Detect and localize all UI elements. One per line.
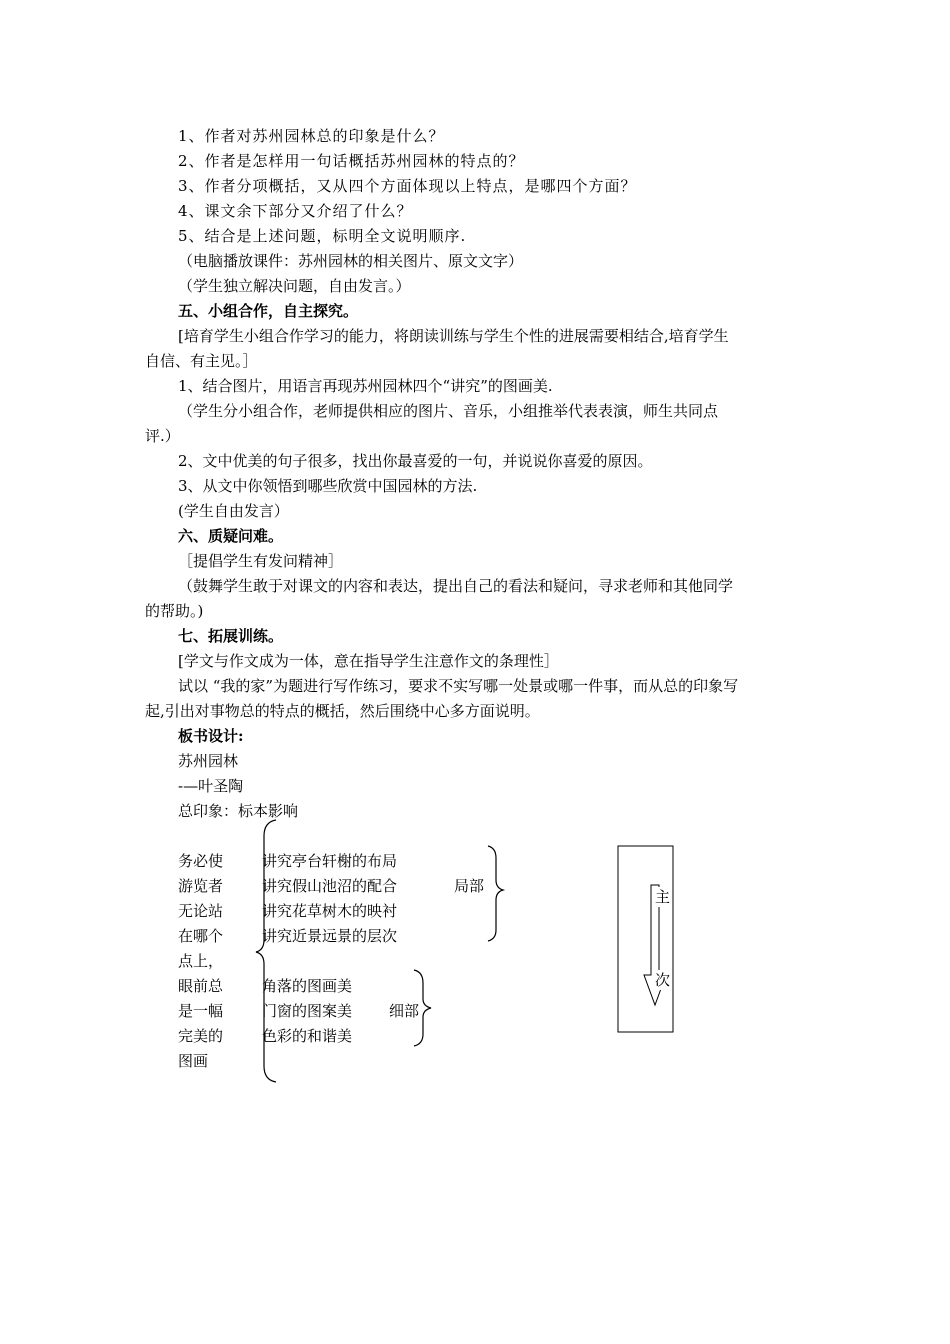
order-top-label: 主 [655, 888, 671, 906]
section5-aim-line2: 自信、有主见。］ [145, 352, 258, 370]
section5-item3: 3、从文中你领悟到哪些欣赏中国园林的方法. [178, 477, 478, 495]
board-detail-label: 细部 [389, 1002, 420, 1020]
board-left-line: 图画 [178, 1052, 209, 1070]
local-brace [488, 846, 503, 941]
section5-item1: 1、结合图片，用语言再现苏州园林四个“讲究”的图画美. [178, 377, 553, 395]
board-heading: 板书设计: [178, 727, 244, 745]
students-solve-note: （学生独立解决问题，自由发言。） [178, 277, 411, 295]
question-2: 2、作者是怎样用一句话概括苏州园林的特点的？ [178, 152, 525, 170]
question-5: 5、结合是上述问题，标明全文说明顺序. [178, 227, 467, 245]
section6-heading: 六、质疑问难。 [178, 527, 284, 545]
section5-note: (学生自由发言） [178, 502, 289, 520]
board-author: -—叶圣陶 [178, 777, 244, 795]
detail-brace [414, 970, 431, 1046]
board-impression: 总印象：标本影响 [178, 802, 299, 820]
board-local-item: 讲究假山池沼的配合 [262, 877, 398, 895]
board-left-line: 无论站 [178, 902, 224, 920]
section5-item1-note-line2: 评.） [145, 427, 180, 445]
order-bottom-label: 次 [655, 971, 671, 989]
section5-item2: 2、文中优美的句子很多，找出你最喜爱的一句，并说说你喜爱的原因。 [178, 452, 653, 470]
board-local-item: 讲究近景远景的层次 [262, 927, 398, 945]
board-detail-item: 门窗的图案美 [262, 1002, 353, 1020]
board-left-line: 在哪个 [178, 927, 224, 945]
board-left-line: 是一幅 [178, 1002, 224, 1020]
section7-task-line1: 试以 “我的家”为题进行写作练习，要求不实写哪一处景或哪一件事，而从总的印象写 [178, 677, 739, 695]
board-local-item: 讲究亭台轩榭的布局 [262, 852, 398, 870]
board-title: 苏州园林 [178, 752, 239, 770]
section5-item1-note-line1: （学生分小组合作，老师提供相应的图片、音乐，小组推举代表表演，师生共同点 [178, 402, 719, 420]
courseware-note: （电脑播放课件：苏州园林的相关图片、原文文字） [178, 252, 524, 270]
section7-aim: [学文与作文成为一体，意在指导学生注意作文的条理性］ [178, 652, 559, 670]
board-local-label: 局部 [454, 877, 485, 895]
section6-note-line2: 的帮助。) [145, 602, 204, 620]
section7-task-line2: 起,引出对事物总的特点的概括，然后围绕中心多方面说明。 [145, 702, 540, 720]
section6-note-line1: （鼓舞学生敢于对课文的内容和表达，提出自己的看法和疑问，寻求老师和其他同学 [178, 577, 734, 595]
question-1: 1、作者对苏州园林总的印象是什么？ [178, 127, 445, 145]
board-left-line: 点上， [178, 952, 224, 970]
section6-aim: ［提倡学生有发问精神］ [178, 552, 344, 570]
question-4: 4、课文余下部分又介绍了什么？ [178, 202, 413, 220]
order-box [618, 846, 673, 1032]
board-left-line: 务必使 [178, 852, 224, 870]
board-left-line: 完美的 [178, 1027, 224, 1045]
board-left-line: 游览者 [178, 877, 224, 895]
board-left-line: 眼前总 [178, 977, 224, 995]
board-detail-item: 色彩的和谐美 [262, 1027, 353, 1045]
board-local-item: 讲究花草树木的映衬 [262, 902, 398, 920]
board-detail-item: 角落的图画美 [262, 977, 353, 995]
question-3: 3、作者分项概括，又从四个方面体现以上特点，是哪四个方面？ [178, 177, 637, 195]
left-brace [256, 820, 276, 1082]
section5-heading: 五、小组合作，自主探究。 [178, 302, 359, 320]
section7-heading: 七、拓展训练。 [178, 627, 284, 645]
section5-aim-line1: [培育学生小组合作学习的能力，将朗读训练与学生个性的进展需要相结合,培育学生 [178, 327, 729, 345]
